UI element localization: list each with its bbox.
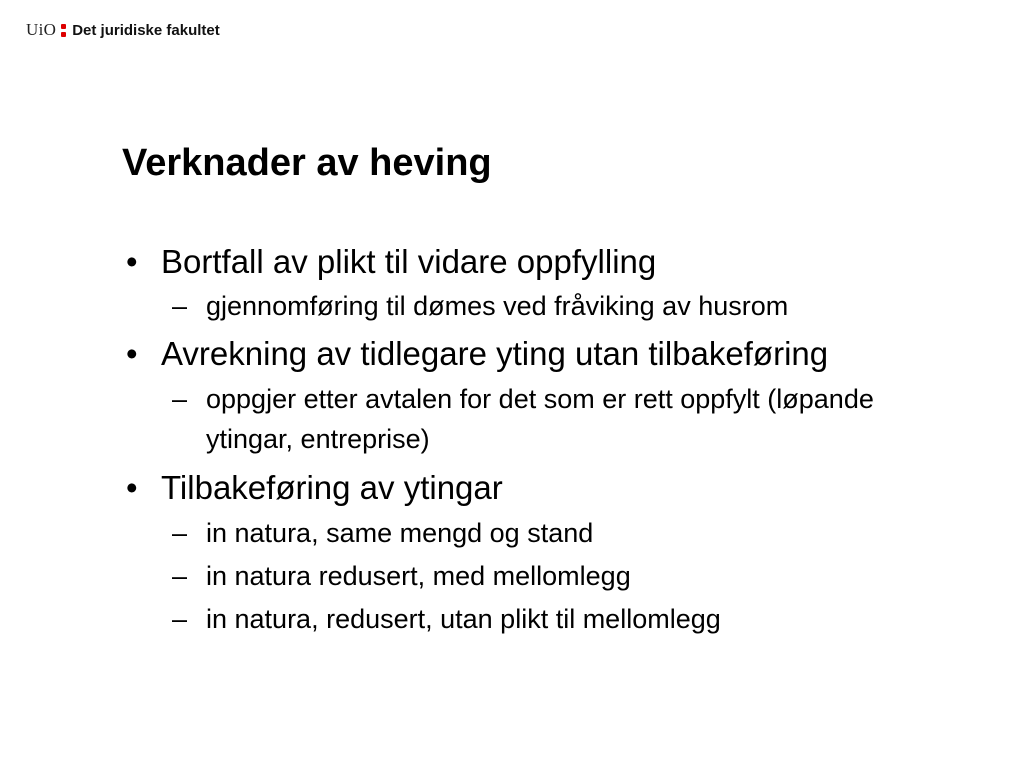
bullet-text: Tilbakeføring av ytingar [161,469,503,506]
sub-item-text: oppgjer etter avtalen for det som er rett oppfylt (løpande ytingar, entreprise) [206,384,874,454]
slide-title: Verknader av heving [122,142,492,184]
bullet-text: Avrekning av tidlegare yting utan tilbakeføring [161,335,829,372]
bullet-icon: • [126,469,138,506]
bullet-item [124,332,964,459]
sub-list [161,513,964,639]
bullet-list [124,240,964,643]
uio-logo-dots-icon [61,24,66,37]
bullet-icon: • [126,335,138,372]
sub-list [161,287,964,325]
sub-item-text: in natura redusert, med mellomlegg [206,561,631,591]
faculty-name: Det juridiske fakultet [72,21,220,39]
bullet-item [124,240,964,325]
dash-icon: – [172,518,188,548]
bullet-item [124,466,964,639]
bullet-icon: • [126,243,138,280]
dash-icon: – [172,561,188,591]
sub-list [161,379,964,459]
dash-icon: – [172,384,188,414]
slide-header [26,18,220,42]
sub-item-text: in natura, same mengd og stand [206,518,594,548]
dash-icon: – [172,291,188,321]
sub-item [161,556,964,596]
bullet-text: Bortfall av plikt til vidare oppfylling [161,243,657,280]
sub-item-text: in natura, redusert, utan plikt til mellomlegg [206,604,721,634]
dash-icon: – [172,604,188,634]
sub-item [161,513,964,553]
sub-item [161,599,964,639]
sub-item-text: gjennomføring til dømes ved fråviking av husrom [206,291,789,321]
uio-logo: UiO [26,20,57,39]
sub-item [161,287,964,325]
sub-item [161,379,964,459]
